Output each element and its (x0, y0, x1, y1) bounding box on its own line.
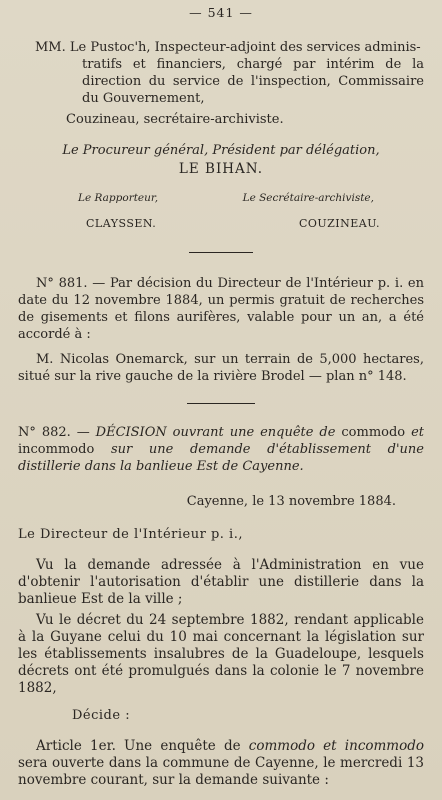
article-1-text-b: sera ouverte dans la commune de Cayenne, le mercredi 13 novembre courant, sur la demande suivante : (18, 755, 424, 788)
decision-882-incommodo: incommodo (18, 442, 95, 457)
members-line-2: tratifs et financiers, chargé par intérim de la direction du service de l'inspection, Commissaire du Gouvernement, (82, 57, 424, 106)
procureur-line: Le Procureur général, Président par délégation, (62, 143, 380, 158)
secretaire-name: COUZINEAU. (298, 217, 380, 230)
decision-881-beneficiary: M. Nicolas Onemarck, sur un terrain de 5,000 hectares, situé sur la rive gauche de la rivière Brodel — plan n° 148. (18, 352, 424, 384)
article-1-label: Article 1er. (36, 738, 116, 754)
members-line-1: MM. Le Pustoc'h, Inspecteur-adjoint des services adminis- (35, 40, 421, 55)
president-name: LE BIHAN. (178, 161, 264, 177)
decision-882-heading (18, 424, 424, 475)
decide-heading: Décide : (72, 708, 131, 723)
rapporteur-name: CLAYSSEN. (86, 217, 157, 230)
rapporteur-title: Le Rapporteur, (78, 192, 159, 204)
decision-882-rest: sur une demande d'établissement d'une distillerie dans la banlieue Est de Cayenne. (18, 442, 424, 474)
decision-882-label: DÉCISION (95, 425, 167, 440)
vu-paragraph-2: Vu le décret du 24 septembre 1882, rendant applicable à la Guyane celui du 10 mai concernant la législation sur les établissements insalubres de la Guadeloupe, lesquels décrets ont été promulgués dans la colonie le 7 novembre 1882, (18, 612, 424, 696)
vu-paragraph-1: Vu la demande adressée à l'Administration en vue d'obtenir l'autorisation d'établir une distillerie dans la banlieue Est de la ville ; (18, 557, 424, 607)
commission-members-paragraph (36, 39, 424, 107)
signature-titles (18, 190, 424, 207)
article-1-text-a: Une enquête de (115, 738, 249, 754)
couzineau-line: Couzineau, secrétaire-archiviste. (66, 112, 284, 127)
article-1 (18, 738, 424, 789)
decision-882-et: et (405, 425, 425, 440)
secretaire-title: Le Secrétaire-archiviste, (242, 192, 374, 204)
page-number: — 541 — (189, 5, 253, 20)
decision-881-text: N° 881. — Par décision du Directeur de l'Intérieur p. i. en date du 12 novembre 1884, un permis gratuit de recherches de gisements et filons aurifères, valable pour un an, a été accordé à : (18, 276, 424, 342)
article-1-emphasis: commodo et incommodo (248, 738, 425, 754)
decision-882-number: N° 882. — (18, 425, 96, 440)
place-date: Cayenne, le 13 novembre 1884. (186, 494, 396, 509)
section-divider-2 (187, 403, 255, 404)
section-divider (189, 252, 253, 253)
decision-882-text-a: ouvrant une enquête de (166, 425, 342, 440)
decision-882-commodo: commodo (341, 425, 406, 440)
directeur-line: Le Directeur de l'Intérieur p. i., (18, 527, 243, 542)
signature-names (18, 215, 424, 232)
